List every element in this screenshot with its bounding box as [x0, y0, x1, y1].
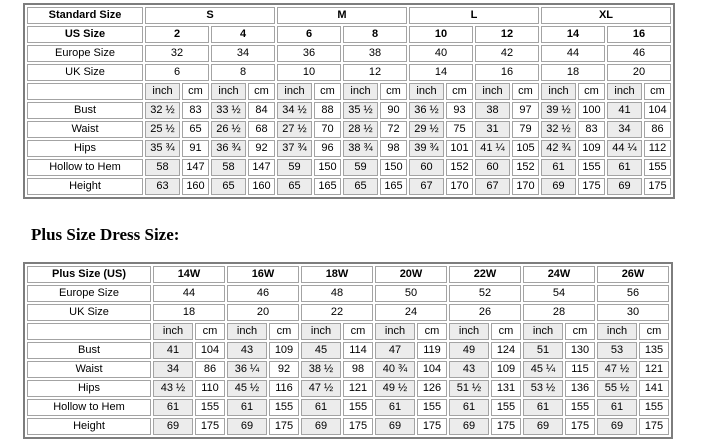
measure-cm-cell: 104 — [195, 342, 225, 359]
measure-inch-cell: 53 — [597, 342, 637, 359]
measure-cm-cell: 79 — [512, 121, 539, 138]
measure-cm-cell: 104 — [644, 102, 671, 119]
measure-label-cell: Hollow to Hem — [27, 399, 151, 416]
unit-inch-cell: inch — [541, 83, 576, 100]
measure-cm-cell: 155 — [565, 399, 595, 416]
size-header-cell: 8 — [343, 26, 407, 43]
measure-inch-cell: 55 ½ — [597, 380, 637, 397]
measure-cm-cell: 75 — [446, 121, 473, 138]
measure-cm-cell: 155 — [491, 399, 521, 416]
measure-inch-cell: 37 ¾ — [277, 140, 312, 157]
measure-cm-cell: 101 — [446, 140, 473, 157]
info-value-cell: 32 — [145, 45, 209, 62]
size-header-cell: 24W — [523, 266, 595, 283]
group-header-cell: M — [277, 7, 407, 24]
measure-inch-cell: 51 — [523, 342, 563, 359]
unit-inch-cell: inch — [301, 323, 341, 340]
measure-inch-cell: 41 — [153, 342, 193, 359]
info-value-cell: 18 — [541, 64, 605, 81]
corner-cell: Standard Size — [27, 7, 143, 24]
measure-cm-cell: 131 — [491, 380, 521, 397]
info-value-cell: 10 — [277, 64, 341, 81]
measure-inch-cell: 45 ½ — [227, 380, 267, 397]
measure-inch-cell: 60 — [409, 159, 444, 176]
measure-inch-cell: 69 — [153, 418, 193, 435]
unit-cm-cell: cm — [314, 83, 341, 100]
measure-cm-cell: 175 — [269, 418, 299, 435]
size-header-cell: 10 — [409, 26, 473, 43]
measure-cm-cell: 175 — [417, 418, 447, 435]
measure-cm-cell: 124 — [491, 342, 521, 359]
measure-cm-cell: 155 — [195, 399, 225, 416]
measure-inch-cell: 26 ½ — [211, 121, 246, 138]
measure-label-cell: Hollow to Hem — [27, 159, 143, 176]
size-header-cell: 16W — [227, 266, 299, 283]
unit-inch-cell: inch — [375, 323, 415, 340]
measure-cm-cell: 104 — [417, 361, 447, 378]
info-value-cell: 20 — [607, 64, 671, 81]
info-value-cell: 56 — [597, 285, 669, 302]
info-value-cell: 44 — [153, 285, 225, 302]
measure-cm-cell: 175 — [343, 418, 373, 435]
unit-inch-cell: inch — [607, 83, 642, 100]
measure-inch-cell: 44 ¼ — [607, 140, 642, 157]
measure-cm-cell: 152 — [512, 159, 539, 176]
info-value-cell: 14 — [409, 64, 473, 81]
info-value-cell: 34 — [211, 45, 275, 62]
info-value-cell: 30 — [597, 304, 669, 321]
unit-cm-cell: cm — [417, 323, 447, 340]
measure-cm-cell: 109 — [269, 342, 299, 359]
info-value-cell: 52 — [449, 285, 521, 302]
info-row-label-cell: Europe Size — [27, 285, 151, 302]
info-value-cell: 8 — [211, 64, 275, 81]
measure-cm-cell: 175 — [644, 178, 671, 195]
corner-cell: Plus Size (US) — [27, 266, 151, 283]
unit-inch-cell: inch — [523, 323, 563, 340]
measure-cm-cell: 116 — [269, 380, 299, 397]
info-value-cell: 6 — [145, 64, 209, 81]
measure-inch-cell: 32 ½ — [145, 102, 180, 119]
measure-cm-cell: 114 — [343, 342, 373, 359]
measure-cm-cell: 83 — [182, 102, 209, 119]
measure-cm-cell: 112 — [644, 140, 671, 157]
unit-cm-cell: cm — [512, 83, 539, 100]
measure-inch-cell: 38 ¾ — [343, 140, 378, 157]
measure-inch-cell: 43 — [449, 361, 489, 378]
measure-inch-cell: 59 — [277, 159, 312, 176]
info-value-cell: 26 — [449, 304, 521, 321]
info-value-cell: 16 — [475, 64, 539, 81]
measure-inch-cell: 40 ¾ — [375, 361, 415, 378]
group-header-cell: XL — [541, 7, 671, 24]
measure-inch-cell: 36 ¾ — [211, 140, 246, 157]
measure-cm-cell: 98 — [343, 361, 373, 378]
measure-cm-cell: 155 — [639, 399, 669, 416]
unit-inch-cell: inch — [409, 83, 444, 100]
measure-inch-cell: 69 — [227, 418, 267, 435]
plus-size-table — [23, 262, 673, 439]
info-value-cell: 50 — [375, 285, 447, 302]
measure-cm-cell: 93 — [446, 102, 473, 119]
measure-cm-cell: 98 — [380, 140, 407, 157]
measure-cm-cell: 84 — [248, 102, 275, 119]
measure-cm-cell: 97 — [512, 102, 539, 119]
size-header-cell: 2 — [145, 26, 209, 43]
measure-cm-cell: 91 — [182, 140, 209, 157]
measure-inch-cell: 58 — [145, 159, 180, 176]
info-value-cell: 46 — [227, 285, 299, 302]
measure-inch-cell: 51 ½ — [449, 380, 489, 397]
info-value-cell: 44 — [541, 45, 605, 62]
measure-cm-cell: 119 — [417, 342, 447, 359]
measure-cm-cell: 155 — [343, 399, 373, 416]
measure-inch-cell: 63 — [145, 178, 180, 195]
measure-inch-cell: 35 ¾ — [145, 140, 180, 157]
measure-cm-cell: 96 — [314, 140, 341, 157]
measure-inch-cell: 58 — [211, 159, 246, 176]
unit-inch-cell: inch — [475, 83, 510, 100]
unit-cm-cell: cm — [639, 323, 669, 340]
measure-inch-cell: 27 ½ — [277, 121, 312, 138]
measure-cm-cell: 147 — [182, 159, 209, 176]
measure-inch-cell: 53 ½ — [523, 380, 563, 397]
measure-inch-cell: 43 ½ — [153, 380, 193, 397]
info-value-cell: 20 — [227, 304, 299, 321]
size-header-cell: 6 — [277, 26, 341, 43]
measure-inch-cell: 43 — [227, 342, 267, 359]
measure-inch-cell: 69 — [607, 178, 642, 195]
unit-cm-cell: cm — [269, 323, 299, 340]
measure-cm-cell: 170 — [512, 178, 539, 195]
size-header-cell: 12 — [475, 26, 539, 43]
measure-cm-cell: 175 — [565, 418, 595, 435]
info-value-cell: 18 — [153, 304, 225, 321]
info-row-label-cell: Europe Size — [27, 45, 143, 62]
measure-inch-cell: 67 — [409, 178, 444, 195]
measure-inch-cell: 49 ½ — [375, 380, 415, 397]
measure-inch-cell: 47 ½ — [597, 361, 637, 378]
measure-inch-cell: 29 ½ — [409, 121, 444, 138]
measure-inch-cell: 69 — [541, 178, 576, 195]
info-value-cell: 40 — [409, 45, 473, 62]
measure-inch-cell: 65 — [277, 178, 312, 195]
size-header-cell: 14 — [541, 26, 605, 43]
measure-label-cell: Height — [27, 418, 151, 435]
measure-label-cell: Waist — [27, 121, 143, 138]
measure-inch-cell: 61 — [597, 399, 637, 416]
measure-cm-cell: 170 — [446, 178, 473, 195]
measure-cm-cell: 72 — [380, 121, 407, 138]
measure-cm-cell: 121 — [639, 361, 669, 378]
measure-inch-cell: 39 ½ — [541, 102, 576, 119]
info-value-cell: 54 — [523, 285, 595, 302]
unit-cm-cell: cm — [644, 83, 671, 100]
measure-label-cell: Bust — [27, 342, 151, 359]
measure-cm-cell: 86 — [195, 361, 225, 378]
measure-inch-cell: 34 ½ — [277, 102, 312, 119]
measure-label-cell: Hips — [27, 140, 143, 157]
measure-inch-cell: 69 — [301, 418, 341, 435]
plus-size-heading: Plus Size Dress Size: — [31, 225, 180, 244]
size-header-cell: 4 — [211, 26, 275, 43]
size-header-cell: 20W — [375, 266, 447, 283]
measure-cm-cell: 155 — [644, 159, 671, 176]
info-value-cell: 12 — [343, 64, 407, 81]
measure-inch-cell: 69 — [597, 418, 637, 435]
size-row-label-cell: US Size — [27, 26, 143, 43]
measure-inch-cell: 59 — [343, 159, 378, 176]
measure-inch-cell: 67 — [475, 178, 510, 195]
measure-cm-cell: 92 — [248, 140, 275, 157]
measure-inch-cell: 69 — [449, 418, 489, 435]
group-header-cell: S — [145, 7, 275, 24]
size-header-cell: 18W — [301, 266, 373, 283]
measure-cm-cell: 141 — [639, 380, 669, 397]
measure-inch-cell: 45 — [301, 342, 341, 359]
unit-cm-cell: cm — [248, 83, 275, 100]
unit-cm-cell: cm — [380, 83, 407, 100]
info-value-cell: 36 — [277, 45, 341, 62]
unit-inch-cell: inch — [277, 83, 312, 100]
measure-inch-cell: 38 — [475, 102, 510, 119]
measure-inch-cell: 47 ½ — [301, 380, 341, 397]
measure-cm-cell: 175 — [639, 418, 669, 435]
measure-label-cell: Waist — [27, 361, 151, 378]
measure-cm-cell: 130 — [565, 342, 595, 359]
measure-cm-cell: 150 — [380, 159, 407, 176]
info-value-cell: 28 — [523, 304, 595, 321]
measure-cm-cell: 150 — [314, 159, 341, 176]
unit-cm-cell: cm — [195, 323, 225, 340]
size-header-cell: 16 — [607, 26, 671, 43]
measure-cm-cell: 83 — [578, 121, 605, 138]
size-header-cell: 22W — [449, 266, 521, 283]
measure-cm-cell: 68 — [248, 121, 275, 138]
info-value-cell: 22 — [301, 304, 373, 321]
measure-cm-cell: 126 — [417, 380, 447, 397]
measure-inch-cell: 61 — [449, 399, 489, 416]
measure-inch-cell: 61 — [375, 399, 415, 416]
measure-inch-cell: 35 ½ — [343, 102, 378, 119]
measure-cm-cell: 88 — [314, 102, 341, 119]
measure-cm-cell: 110 — [195, 380, 225, 397]
measure-inch-cell: 61 — [301, 399, 341, 416]
measure-inch-cell: 61 — [541, 159, 576, 176]
measure-inch-cell: 65 — [211, 178, 246, 195]
measure-cm-cell: 165 — [380, 178, 407, 195]
measure-cm-cell: 92 — [269, 361, 299, 378]
measure-cm-cell: 86 — [644, 121, 671, 138]
measure-inch-cell: 61 — [227, 399, 267, 416]
measure-inch-cell: 36 ½ — [409, 102, 444, 119]
unit-cm-cell: cm — [578, 83, 605, 100]
measure-inch-cell: 41 ¼ — [475, 140, 510, 157]
measure-label-cell: Hips — [27, 380, 151, 397]
measure-inch-cell: 49 — [449, 342, 489, 359]
unit-cm-cell: cm — [446, 83, 473, 100]
info-value-cell: 24 — [375, 304, 447, 321]
measure-inch-cell: 32 ½ — [541, 121, 576, 138]
measure-cm-cell: 155 — [578, 159, 605, 176]
measure-inch-cell: 42 ¾ — [541, 140, 576, 157]
unit-cm-cell: cm — [565, 323, 595, 340]
measure-inch-cell: 36 ¼ — [227, 361, 267, 378]
measure-inch-cell: 25 ½ — [145, 121, 180, 138]
measure-inch-cell: 61 — [523, 399, 563, 416]
measure-label-cell: Bust — [27, 102, 143, 119]
unit-inch-cell: inch — [343, 83, 378, 100]
measure-cm-cell: 90 — [380, 102, 407, 119]
size-header-cell: 26W — [597, 266, 669, 283]
measure-cm-cell: 109 — [491, 361, 521, 378]
measure-cm-cell: 152 — [446, 159, 473, 176]
measure-cm-cell: 70 — [314, 121, 341, 138]
measure-cm-cell: 155 — [417, 399, 447, 416]
measure-cm-cell: 135 — [639, 342, 669, 359]
unit-inch-cell: inch — [145, 83, 180, 100]
measure-inch-cell: 69 — [375, 418, 415, 435]
unit-inch-cell: inch — [597, 323, 637, 340]
measure-cm-cell: 105 — [512, 140, 539, 157]
measure-inch-cell: 45 ¼ — [523, 361, 563, 378]
unit-inch-cell: inch — [449, 323, 489, 340]
measure-inch-cell: 34 — [607, 121, 642, 138]
size-header-cell: 14W — [153, 266, 225, 283]
unit-inch-cell: inch — [211, 83, 246, 100]
measure-cm-cell: 109 — [578, 140, 605, 157]
measure-cm-cell: 100 — [578, 102, 605, 119]
measure-inch-cell: 41 — [607, 102, 642, 119]
measure-inch-cell: 65 — [343, 178, 378, 195]
unit-row-spacer-cell — [27, 83, 143, 100]
measure-cm-cell: 160 — [182, 178, 209, 195]
measure-inch-cell: 61 — [153, 399, 193, 416]
measure-cm-cell: 136 — [565, 380, 595, 397]
unit-cm-cell: cm — [343, 323, 373, 340]
group-header-cell: L — [409, 7, 539, 24]
measure-inch-cell: 34 — [153, 361, 193, 378]
info-value-cell: 46 — [607, 45, 671, 62]
measure-label-cell: Height — [27, 178, 143, 195]
measure-inch-cell: 28 ½ — [343, 121, 378, 138]
measure-cm-cell: 147 — [248, 159, 275, 176]
measure-cm-cell: 175 — [195, 418, 225, 435]
measure-cm-cell: 160 — [248, 178, 275, 195]
unit-row-spacer-cell — [27, 323, 151, 340]
info-row-label-cell: UK Size — [27, 64, 143, 81]
measure-inch-cell: 60 — [475, 159, 510, 176]
info-value-cell: 42 — [475, 45, 539, 62]
measure-cm-cell: 65 — [182, 121, 209, 138]
measure-cm-cell: 175 — [578, 178, 605, 195]
measure-inch-cell: 31 — [475, 121, 510, 138]
info-value-cell: 38 — [343, 45, 407, 62]
measure-inch-cell: 61 — [607, 159, 642, 176]
unit-cm-cell: cm — [491, 323, 521, 340]
unit-inch-cell: inch — [153, 323, 193, 340]
unit-cm-cell: cm — [182, 83, 209, 100]
measure-cm-cell: 121 — [343, 380, 373, 397]
standard-size-table — [23, 3, 675, 199]
measure-inch-cell: 39 ¾ — [409, 140, 444, 157]
measure-inch-cell: 38 ½ — [301, 361, 341, 378]
measure-cm-cell: 115 — [565, 361, 595, 378]
measure-cm-cell: 175 — [491, 418, 521, 435]
info-row-label-cell: UK Size — [27, 304, 151, 321]
measure-inch-cell: 69 — [523, 418, 563, 435]
measure-cm-cell: 165 — [314, 178, 341, 195]
measure-cm-cell: 155 — [269, 399, 299, 416]
measure-inch-cell: 47 — [375, 342, 415, 359]
info-value-cell: 48 — [301, 285, 373, 302]
measure-inch-cell: 33 ½ — [211, 102, 246, 119]
unit-inch-cell: inch — [227, 323, 267, 340]
